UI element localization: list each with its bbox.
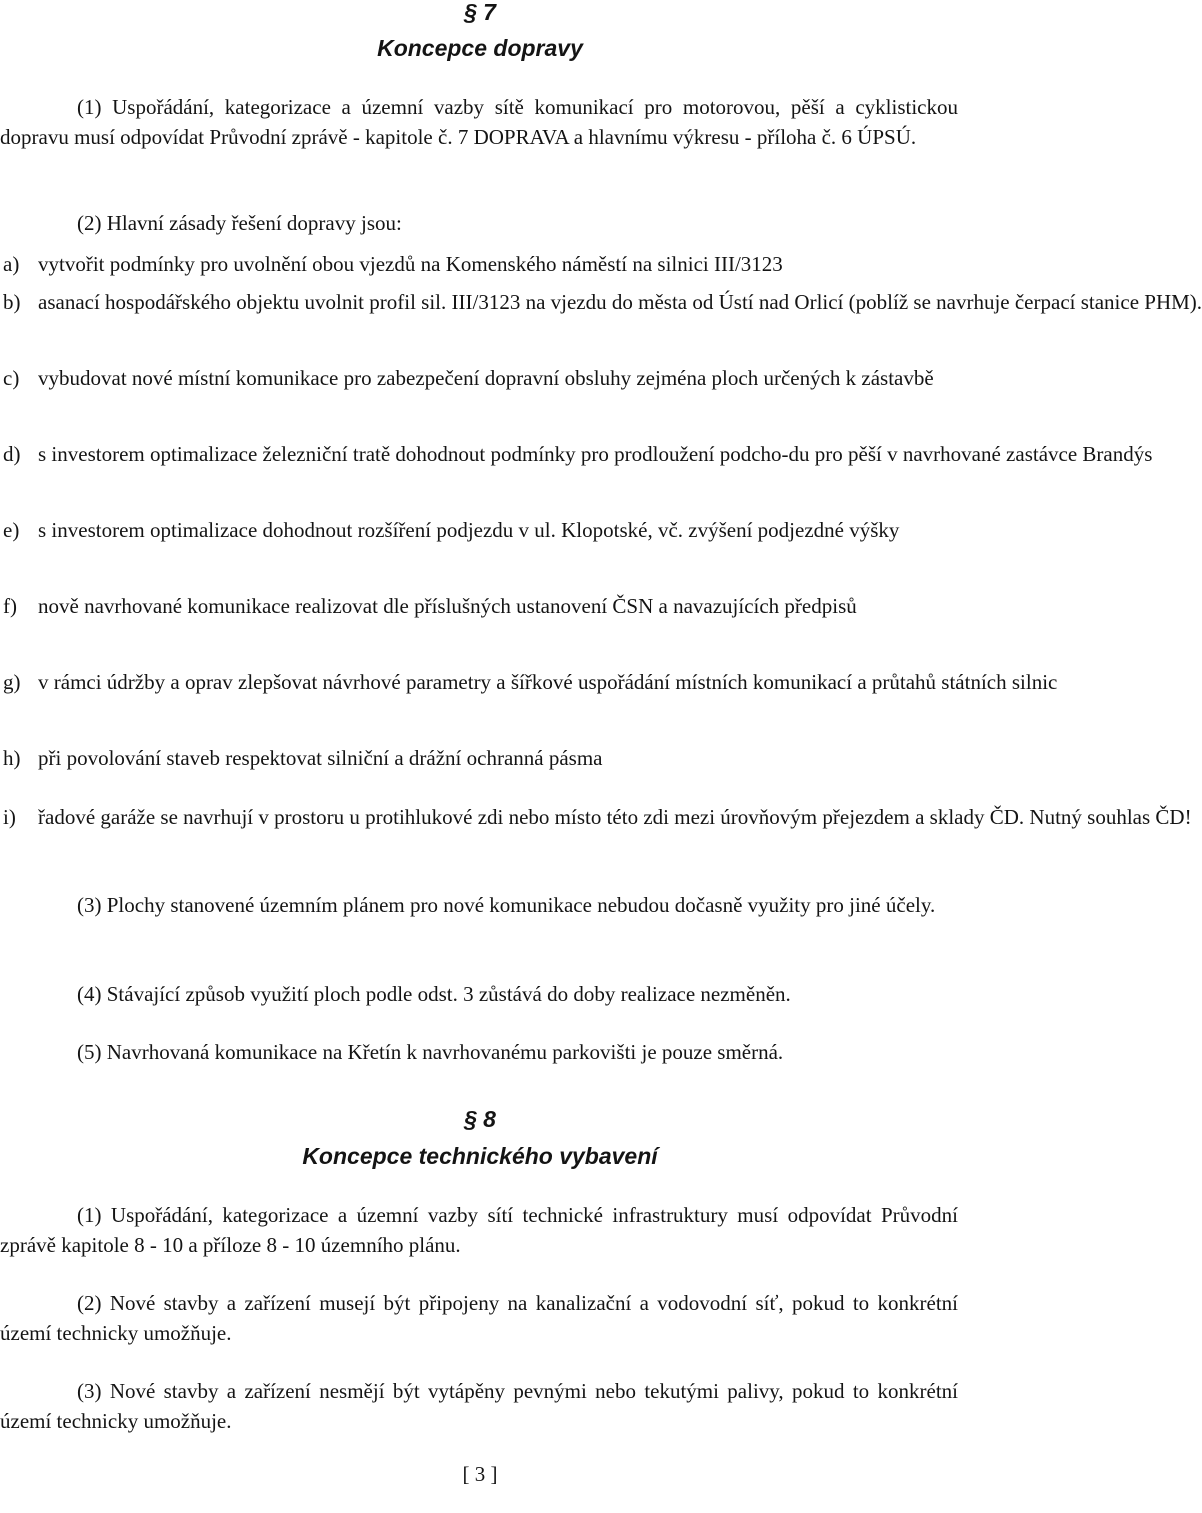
list-item-text: s investorem optimalizace železniční tratě dohodnout podmínky pro prodloužení podcho-du pro pěší v navrhované zastávce Brandýs bbox=[38, 442, 1153, 466]
page-number: [ 3 ] bbox=[462, 1462, 498, 1486]
section-8-paragraph-3: (3) Nové stavby a zařízení nesmějí být vytápěny pevnými nebo tekutými palivy, pokud to konkrétní území technicky umožňuje. bbox=[0, 1379, 958, 1433]
section-7-paragraph-1: (1) Uspořádání, kategorizace a územní vazby sítě komunikací pro motorovou, pěší a cyklistickou dopravu musí odpovídat Průvodní zprávě - kapitole č. 7 DOPRAVA a hlavnímu výkresu - příloha č. 6 ÚPSÚ. bbox=[0, 95, 958, 149]
section-7-paragraph-2: (2) Hlavní zásady řešení dopravy jsou: bbox=[77, 211, 402, 235]
list-item-marker: e) bbox=[3, 518, 20, 542]
list-item-text: vytvořit podmínky pro uvolnění obou vjezdů na Komenského náměstí na silnici III/3123 bbox=[38, 252, 783, 276]
list-item-text: v rámci údržby a oprav zlepšovat návrhové parametry a šířkové uspořádání místních komunikací a průtahů státních silnic bbox=[38, 670, 1058, 694]
list-item-text: s investorem optimalizace dohodnout rozšíření podjezdu v ul. Klopotské, vč. zvýšení podjezdné výšky bbox=[38, 518, 900, 542]
list-item-marker: f) bbox=[3, 594, 17, 618]
list-item-text: při povolování staveb respektovat silniční a drážní ochranná pásma bbox=[38, 746, 603, 770]
section-8-title: Koncepce technického vybavení bbox=[302, 1143, 658, 1169]
list-item-text: řadové garáže se navrhují v prostoru u protihlukové zdi nebo místo této zdi mezi úrovňovým přejezdem a sklady ČD. Nutný souhlas ČD! bbox=[38, 805, 1192, 829]
section-7-paragraph-5: (5) Navrhovaná komunikace na Křetín k navrhovanému parkovišti je pouze směrná. bbox=[77, 1040, 784, 1064]
list-item-marker: h) bbox=[3, 746, 21, 770]
list-item-text: asanací hospodářského objektu uvolnit profil sil. III/3123 na vjezdu do města od Ústí nad Orlicí (poblíž se navrhuje čerpací stanice PHM). bbox=[38, 290, 1202, 314]
section-8-paragraph-2: (2) Nové stavby a zařízení musejí být připojeny na kanalizační a vodovodní síť, pokud to konkrétní území technicky umožňuje. bbox=[0, 1291, 958, 1345]
section-7-paragraph-3: (3) Plochy stanovené územním plánem pro nové komunikace nebudou dočasně využity pro jiné účely. bbox=[77, 893, 936, 917]
list-item-marker: g) bbox=[3, 670, 21, 694]
list-item-marker: a) bbox=[3, 252, 20, 276]
list-item-marker: d) bbox=[3, 442, 21, 466]
section-7-title: Koncepce dopravy bbox=[377, 35, 583, 61]
list-item-text: nově navrhované komunikace realizovat dle příslušných ustanovení ČSN a navazujících předpisů bbox=[38, 594, 857, 618]
list-item-marker: b) bbox=[3, 290, 21, 314]
list-item-text: vybudovat nové místní komunikace pro zabezpečení dopravní obsluhy zejména ploch určených k zástavbě bbox=[38, 366, 934, 390]
section-7-paragraph-4: (4) Stávající způsob využití ploch podle odst. 3 zůstává do doby realizace nezměněn. bbox=[77, 982, 791, 1006]
section-8-number: § 8 bbox=[464, 1106, 496, 1132]
list-item-marker: i) bbox=[3, 805, 16, 829]
section-8-paragraph-1: (1) Uspořádání, kategorizace a územní vazby sítí technické infrastruktury musí odpovídat Průvodní zprávě kapitole 8 - 10 a příloze 8 - 10 územního plánu. bbox=[0, 1203, 958, 1257]
section-7-number: § 7 bbox=[464, 0, 496, 25]
principles-list bbox=[0, 245, 1202, 865]
list-item-marker: c) bbox=[3, 366, 20, 390]
